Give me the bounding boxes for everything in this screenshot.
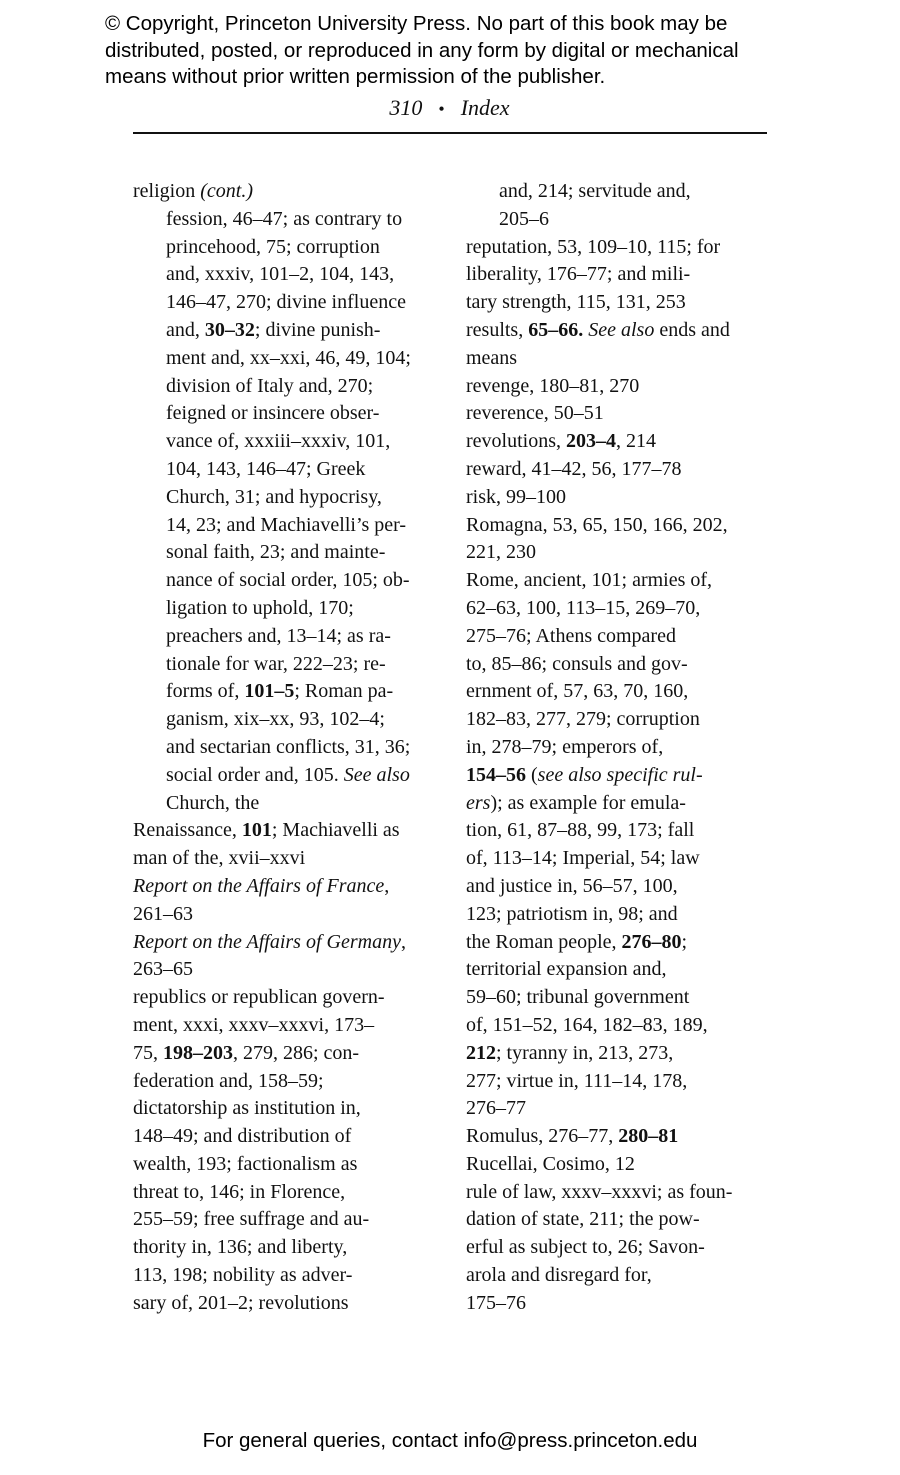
bold-page-ref: 101 xyxy=(241,819,272,842)
entry-line: 275–76; Athens compared xyxy=(466,624,676,647)
bold-page-ref: 101–5 xyxy=(244,680,295,703)
index-entry-rule-of-law xyxy=(466,1179,776,1318)
entry-line: preachers and, 13–14; as ra- xyxy=(166,624,391,647)
entry-line: Church, 31; and hypocrisy, xyxy=(166,485,382,508)
entry-line: vance of, xxxiii–xxxiv, 101, xyxy=(166,430,391,453)
entry-line: means xyxy=(466,346,518,369)
index-entry-revenge xyxy=(466,373,776,401)
entry-line: tion, 61, 87–88, 99, 173; fall xyxy=(466,819,695,842)
entry-line: to, 85–86; consuls and gov- xyxy=(466,652,688,675)
entry-line: 205–6 xyxy=(499,207,549,230)
entry-line: 146–47, 270; divine influence xyxy=(166,291,406,314)
entry-line: princehood, 75; corruption xyxy=(166,235,380,258)
entry-line: 62–63, 100, 113–15, 269–70, xyxy=(466,596,701,619)
index-entry-romulus xyxy=(466,1123,776,1151)
entry-line: social order and, 105. See also xyxy=(166,763,410,786)
entry-line: 263–65 xyxy=(133,958,193,981)
entry-line: tionale for war, 222–23; re- xyxy=(166,652,386,675)
see-also-label: See also xyxy=(343,763,410,786)
entry-line: division of Italy and, 270; xyxy=(166,374,374,397)
entry-line: sary of, 201–2; revolutions xyxy=(133,1291,349,1314)
index-entry-risk xyxy=(466,484,776,512)
entry-line: of, 151–52, 164, 182–83, 189, xyxy=(466,1013,708,1036)
copyright-line: © Copyright, Princeton University Press. No part of this book may be xyxy=(105,12,728,35)
entry-line: thority in, 136; and liberty, xyxy=(133,1236,348,1259)
footer-contact: For general queries, contact info@press.princeton.edu xyxy=(202,1429,698,1452)
entry-line: 104, 143, 146–47; Greek xyxy=(166,457,366,480)
entry-line: 154–56 (see also specific rul- xyxy=(466,763,703,786)
copyright-line: means without prior written permission of the publisher. xyxy=(105,65,606,88)
entry-line: Romulus, 276–77, 280–81 xyxy=(466,1125,679,1148)
entry-line: 212; tyranny in, 213, 273, xyxy=(466,1041,674,1064)
entry-line: Report on the Affairs of France, xyxy=(133,874,390,897)
entry-line: feigned or insincere obser- xyxy=(166,402,380,425)
index-entry-reward xyxy=(466,456,776,484)
entry-line: forms of, 101–5; Roman pa- xyxy=(166,680,394,703)
entry-line: ernment of, 57, 63, 70, 160, xyxy=(466,680,689,703)
entry-line: liberality, 176–77; and mili- xyxy=(466,263,691,286)
entry-line: dictatorship as institution in, xyxy=(133,1097,361,1120)
bold-page-ref: 65–66. xyxy=(528,318,584,341)
entry-line: 113, 198; nobility as adver- xyxy=(133,1264,353,1287)
entry-line: 14, 23; and Machiavelli’s per- xyxy=(166,513,407,536)
index-entry-republics-continued xyxy=(466,178,776,234)
entry-line: ment and, xx–xxi, 46, 49, 104; xyxy=(166,346,411,369)
index-entry-reverence xyxy=(466,400,776,428)
entry-line: arola and disregard for, xyxy=(466,1264,652,1287)
entry-line: and, 30–32; divine punish- xyxy=(166,318,381,341)
index-entry-renaissance xyxy=(133,817,453,873)
entry-line: Rucellai, Cosimo, 12 xyxy=(466,1152,635,1175)
section-title: Index xyxy=(460,95,510,120)
index-entry-rucellai xyxy=(466,1151,776,1179)
cont-label: (cont.) xyxy=(200,180,253,202)
entry-line: 221, 230 xyxy=(466,541,536,564)
entry-line: 75, 198–203, 279, 286; con- xyxy=(133,1041,360,1064)
entry-line: 123; patriotism in, 98; and xyxy=(466,902,678,925)
index-entry-religion xyxy=(133,178,453,206)
entry-line: revolutions, 203–4, 214 xyxy=(466,430,656,453)
entry-line: Church, the xyxy=(166,791,260,814)
entry-line: Report on the Affairs of Germany, xyxy=(133,930,406,953)
entry-line: 261–63 xyxy=(133,902,193,925)
index-column-left xyxy=(133,178,453,1318)
entry-line: 59–60; tribunal government xyxy=(466,986,690,1009)
entry-line: 277; virtue in, 111–14, 178, xyxy=(466,1069,688,1092)
entry-line: 148–49; and distribution of xyxy=(133,1125,352,1148)
index-entry-reputation xyxy=(466,234,776,317)
copyright-line: distributed, posted, or reproduced in any form by digital or mechanical xyxy=(105,38,739,62)
entry-line: 276–77 xyxy=(466,1097,526,1120)
entry-line: man of the, xvii–xxvi xyxy=(133,847,306,870)
entry-line: 175–76 xyxy=(466,1291,526,1314)
entry-line: fession, 46–47; as contrary to xyxy=(166,207,403,230)
entry-line: revenge, 180–81, 270 xyxy=(466,374,640,397)
entry-line: Romagna, 53, 65, 150, 166, 202, xyxy=(466,513,728,536)
index-entry-rome xyxy=(466,567,776,1123)
index-entry-report-germany xyxy=(133,929,453,985)
entry-line: the Roman people, 276–80; xyxy=(466,930,688,953)
index-entry-revolutions xyxy=(466,428,776,456)
entry-line: and, 214; servitude and, xyxy=(499,180,691,202)
bold-page-ref: 276–80 xyxy=(621,930,682,953)
entry-line: ligation to uphold, 170; xyxy=(166,596,354,619)
entry-line: reputation, 53, 109–10, 115; for xyxy=(466,235,721,258)
entry-line: territorial expansion and, xyxy=(466,958,667,981)
index-entry-report-france xyxy=(133,873,453,929)
entry-line: 255–59; free suffrage and au- xyxy=(133,1208,370,1231)
entry-line: federation and, 158–59; xyxy=(133,1069,324,1092)
bold-page-ref: 154–56 xyxy=(466,763,526,786)
index-entry-religion-continued xyxy=(133,206,453,818)
index-entry-results xyxy=(466,317,776,373)
entry-line: tary strength, 115, 131, 253 xyxy=(466,291,686,314)
entry-line: erful as subject to, 26; Savon- xyxy=(466,1236,705,1259)
entry-line: Rome, ancient, 101; armies of, xyxy=(466,569,713,592)
entry-line: rule of law, xxxv–xxxvi; as foun- xyxy=(466,1180,733,1203)
entry-line: ment, xxxi, xxxv–xxxvi, 173– xyxy=(133,1013,375,1036)
entry-line: republics or republican govern- xyxy=(133,986,385,1009)
index-entry-republics xyxy=(133,984,453,1318)
bold-page-ref: 212 xyxy=(466,1041,496,1064)
work-title: Report on the Affairs of Germany xyxy=(133,930,401,953)
bold-page-ref: 30–32 xyxy=(204,318,255,341)
see-also-label: See also xyxy=(588,318,655,341)
entry-line: nance of social order, 105; ob- xyxy=(166,569,410,592)
entry-line: risk, 99–100 xyxy=(466,485,566,508)
entry-line: ganism, xix–xx, 93, 102–4; xyxy=(166,708,385,731)
entry-line: reverence, 50–51 xyxy=(466,402,604,425)
entry-line: reward, 41–42, 56, 177–78 xyxy=(466,457,682,480)
entry-line: of, 113–14; Imperial, 54; law xyxy=(466,847,700,870)
entry-line: results, 65–66. See also ends and xyxy=(466,318,730,341)
entry-line: dation of state, 211; the pow- xyxy=(466,1208,700,1231)
index-entry-romagna xyxy=(466,512,776,568)
header-rule xyxy=(133,132,767,134)
entry-line: threat to, 146; in Florence, xyxy=(133,1180,346,1203)
work-title: Report on the Affairs of France xyxy=(133,874,385,897)
entry-line: ers); as example for emula- xyxy=(466,791,686,814)
see-also-label: see also specific rul- xyxy=(537,763,703,786)
entry-line: 182–83, 277, 279; corruption xyxy=(466,708,700,731)
entry-line: and justice in, 56–57, 100, xyxy=(466,874,678,897)
bullet-separator: • xyxy=(438,99,445,119)
page-number: 310 xyxy=(389,95,423,120)
index-column-right xyxy=(466,178,776,1318)
entry-heading: religion xyxy=(133,180,196,202)
bold-page-ref: 203–4 xyxy=(566,430,616,453)
entry-line: and, xxxiv, 101–2, 104, 143, xyxy=(166,263,395,286)
entry-line: Renaissance, 101; Machiavelli as xyxy=(133,819,400,842)
bold-page-ref: 280–81 xyxy=(618,1125,679,1148)
copyright-notice xyxy=(105,11,825,91)
entry-line: and sectarian conflicts, 31, 36; xyxy=(166,735,411,758)
running-head xyxy=(133,94,766,123)
entry-line: wealth, 193; factionalism as xyxy=(133,1152,358,1175)
bold-page-ref: 198–203 xyxy=(163,1041,233,1064)
entry-line: sonal faith, 23; and mainte- xyxy=(166,541,386,564)
entry-line: in, 278–79; emperors of, xyxy=(466,735,664,758)
